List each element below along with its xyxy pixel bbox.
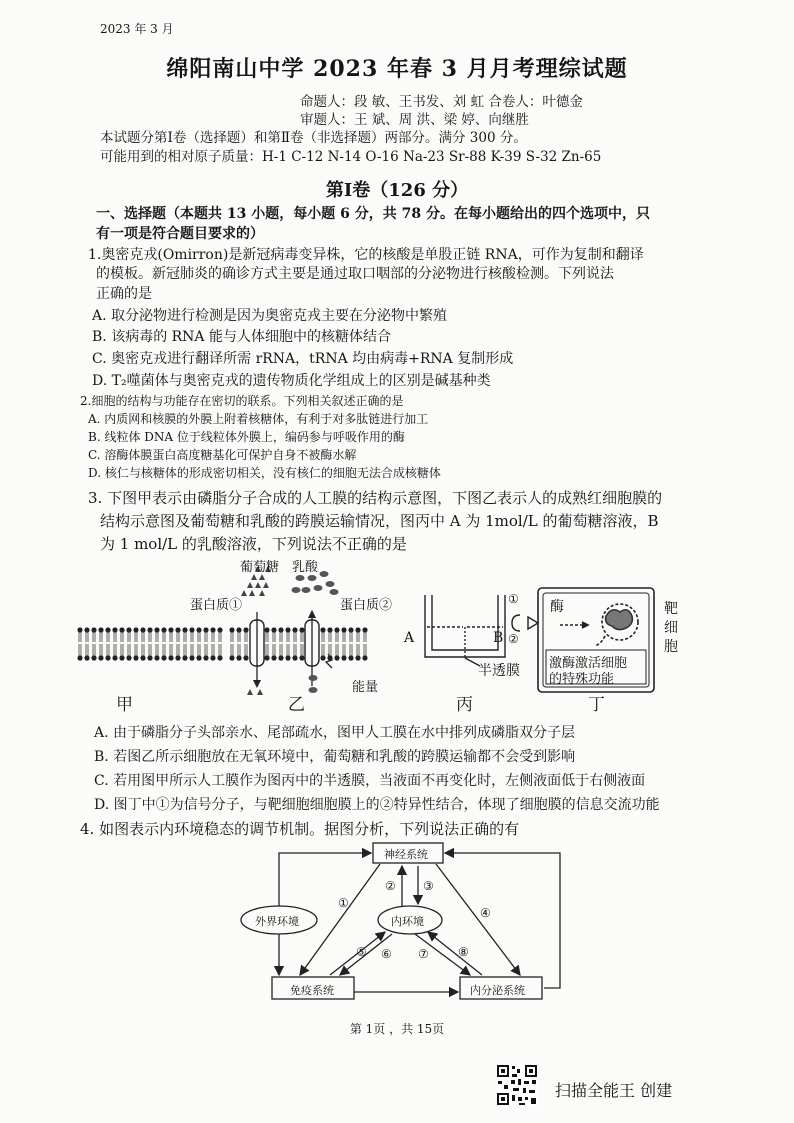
q2-stem: 2.细胞的结构与功能存在密切的联系。下列相关叙述正确的是 (80, 394, 404, 408)
arrow-7-label: ⑦ (418, 947, 429, 961)
external-environment-label: 外界环境 (255, 915, 299, 928)
q1-option-a: A. 取分泌物进行检测是因为奥密克戎主要在分泌物中繁殖 (92, 308, 448, 324)
arrow-5-label: ⑤ (356, 945, 367, 959)
exam-title: 绵阳南山中学 2023 年春 3 月月考理综试题 (166, 56, 628, 82)
target-cell-label: 靶 细 胞 (664, 601, 678, 655)
q1-option-c: C. 奥密克戎进行翻译所需 rRNA，tRNA 均由病毒+RNA 复制形成 (92, 351, 514, 367)
arrow-2-label: ② (385, 879, 396, 893)
arrow-1-label: ① (338, 896, 349, 910)
authors-line: 命题人：段 敏、王书发、刘 虹 合卷人：叶德金 (300, 94, 583, 110)
arrow-4-label: ④ (480, 906, 491, 920)
fig-jia: 甲 (116, 695, 133, 715)
q1-stem-1: 1.奥密克戎(Omirron)是新冠病毒变异株，它的核酸是单股正链 RNA，可作为复制和翻译 (88, 247, 644, 263)
fig-ding: 丁 (588, 695, 605, 715)
arrow-6-label: ⑥ (381, 947, 392, 961)
lactate-label: 乳酸 (292, 560, 319, 575)
page-footer: 第 1页 ，共 15页 (349, 1022, 445, 1036)
q1-stem-3: 正确的是 (96, 286, 152, 302)
q4-stem: 4. 如图表示内环境稳态的调节机制。据图分析，下列说法正确的有 (80, 820, 520, 838)
activate-label-2: 的特殊功能 (549, 672, 615, 687)
q3-option-c: C. 若用图甲所示人工膜作为图丙中的半透膜，当液面不再变化时，左侧液面低于右侧液面 (94, 773, 646, 789)
qr-code-icon (496, 1064, 538, 1106)
semipermeable-label: 半透膜 (478, 663, 520, 679)
fig-yi: 乙 (288, 695, 305, 715)
glucose-label: 葡萄糖 (240, 560, 280, 575)
tube-a-label: A (404, 630, 415, 646)
section-instruction-1: 一、选择题（本题共 13 小题，每小题 6 分，共 78 分。在每小题给出的四个选项中，只 (96, 206, 650, 222)
intro-line: 本试题分第Ⅰ卷（选择题）和第Ⅱ卷（非选择题）两部分。满分 300 分。 (100, 130, 527, 146)
q1-option-d: D. T₂噬菌体与奥密克戎的遗传物质化学组成上的区别是碱基种类 (92, 373, 491, 389)
internal-environment-label: 内环境 (391, 915, 424, 928)
q1-option-b: B. 该病毒的 RNA 能与人体细胞中的核糖体结合 (92, 329, 391, 345)
section-instruction-2: 有一项是符合题目要求的） (96, 226, 264, 242)
immune-system-label: 免疫系统 (290, 984, 334, 997)
activate-label-1: 激酶激活细胞 (549, 656, 628, 671)
q2-option-d: D. 核仁与核糖体的形成密切相关，没有核仁的细胞无法合成核糖体 (88, 466, 441, 480)
tube-b-label: B (493, 630, 504, 646)
receptor-2-label: ② (508, 632, 519, 646)
q3-stem-1: 3. 下图甲表示由磷脂分子合成的人工膜的结构示意图，下图乙表示人的成熟红细胞膜的 (88, 489, 663, 507)
protein2-label: 蛋白质② (340, 598, 393, 613)
atomic-masses-line: 可能用到的相对原子质量：H-1 C-12 N-14 O-16 Na-23 Sr-88 K-39 S-32 Zn-65 (100, 149, 602, 165)
q3-option-b: B. 若图乙所示细胞放在无氧环境中，葡萄糖和乳酸的跨膜运输都不会受到影响 (94, 749, 576, 765)
endocrine-system-label: 内分泌系统 (470, 984, 525, 997)
fig-bing: 丙 (456, 695, 473, 715)
q3-option-d: D. 图丁中①为信号分子，与靶细胞细胞膜上的②特异性结合，体现了细胞膜的信息交流功能 (94, 797, 660, 813)
signal-1-label: ① (508, 592, 519, 606)
q3-option-a: A. 由于磷脂分子头部亲水、尾部疏水，图甲人工膜在水中排列成磷脂双分子层 (94, 725, 576, 741)
q3-stem-3: 为 1 mol/L 的乳酸溶液，下列说法不正确的是 (100, 535, 407, 553)
q3-stem-2: 结构示意图及葡萄糖和乳酸的跨膜运输情况，图丙中 A 为 1mol/L 的葡萄糖溶液，B (100, 512, 659, 530)
scanner-watermark: 扫描全能王 创建 (555, 1081, 673, 1100)
q2-option-b: B. 线粒体 DNA 位于线粒体外膜上，编码参与呼吸作用的酶 (88, 430, 405, 444)
energy-label: 能量 (352, 680, 379, 695)
q2-option-c: C. 溶酶体膜蛋白高度糖基化可保护自身不被酶水解 (88, 448, 357, 462)
reviewers-line: 审题人：王 斌、周 洪、梁 婷、向继胜 (300, 112, 529, 128)
arrow-3-label: ③ (423, 879, 434, 893)
exam-date: 2023 年 3 月 (100, 22, 174, 36)
section-title: 第Ⅰ卷（126 分） (325, 180, 469, 201)
enzyme-label: 酶 (550, 599, 564, 615)
nervous-system-label: 神经系统 (384, 848, 428, 861)
protein1-label: 蛋白质① (190, 598, 243, 613)
arrow-8-label: ⑧ (458, 945, 469, 959)
q2-option-a: A. 内质网和核膜的外膜上附着核糖体，有利于对多肽链进行加工 (88, 412, 429, 426)
q1-stem-2: 的模板。新冠肺炎的确诊方式主要是通过取口咽部的分泌物进行核酸检测。下列说法 (96, 266, 614, 282)
